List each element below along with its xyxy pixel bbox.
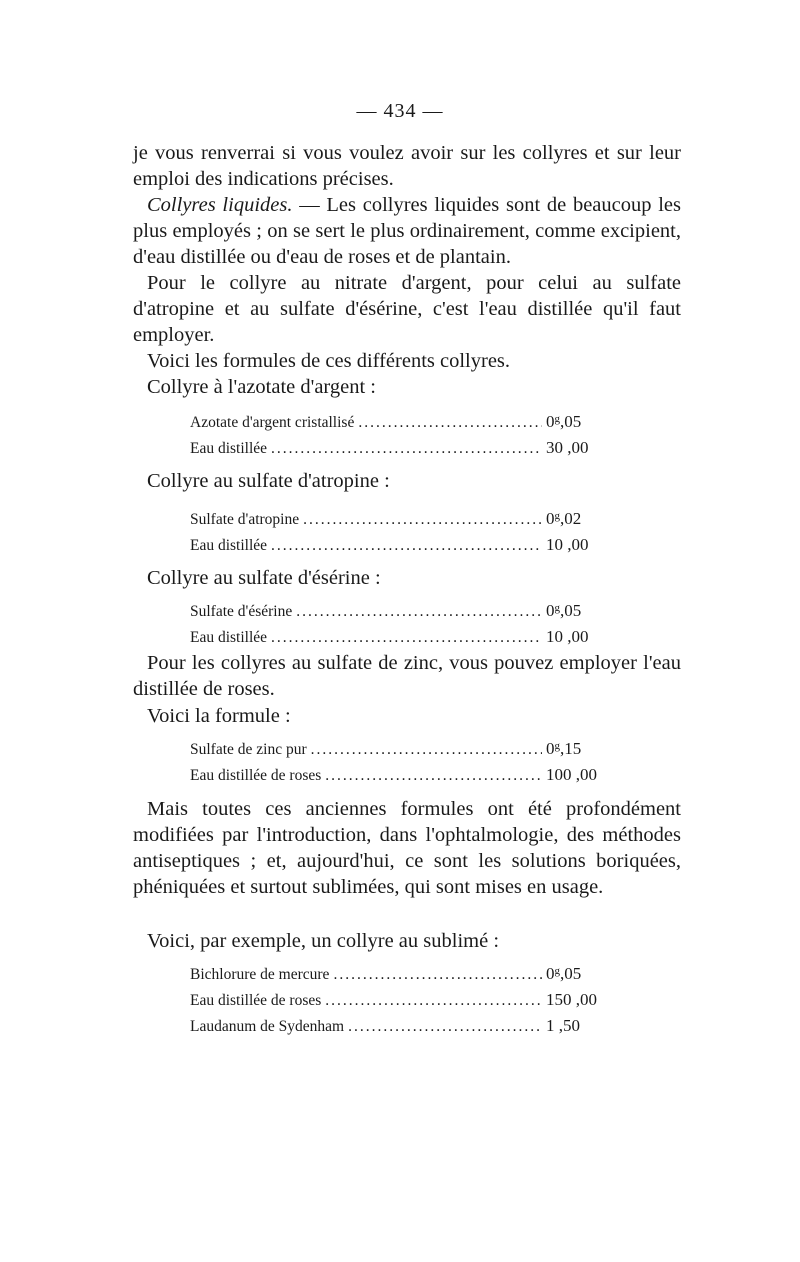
ingredient-quantity [546,986,604,1011]
section-heading: Collyres liquides. [147,194,293,216]
formula-row [190,597,604,623]
quantity-integer: 10 [546,535,563,554]
formula-row [190,408,604,434]
quantity-decimal: ,05 [560,601,582,620]
ingredient-quantity [546,735,604,760]
ingredient-quantity [546,597,604,622]
ingredient-quantity [546,623,604,648]
ingredient-quantity [546,761,604,786]
paragraph-intro: je vous renverrai si vous voulez avoir sur les collyres et sur leur emploi des indications précises. [133,142,681,190]
formula-row [190,735,604,761]
formula-row [190,761,604,787]
quantity-decimal: ,00 [571,765,597,784]
paragraph-voici-sublime: Voici, par exemple, un collyre au sublimé : [147,930,500,952]
quantity-unit: g [554,602,560,614]
quantity-integer: 0 [546,739,555,758]
formula-eserine [190,597,604,649]
leader-dots [296,601,542,623]
ingredient-name: Eau distillée [190,440,268,457]
quantity-decimal: ,00 [563,535,589,554]
quantity-decimal: ,00 [563,438,589,457]
page-number: — 434 — [356,100,444,122]
ingredient-name: Sulfate d'atropine [190,511,300,528]
leader-dots [271,627,542,649]
leader-dots [358,412,542,434]
quantity-decimal: ,00 [563,627,589,646]
quantity-decimal: ,00 [571,990,597,1009]
formula-row [190,505,604,531]
formula-row [190,434,604,460]
leader-dots [348,1016,542,1038]
quantity-integer: 1 [546,1016,555,1035]
quantity-unit: g [554,510,560,522]
paragraph-collyres-liquides [133,192,681,270]
ingredient-name: Azotate d'argent cristallisé [190,414,355,431]
formula-row [190,531,604,557]
formula-azotate [190,408,604,460]
leader-dots [303,509,542,531]
formula-zinc [190,735,604,787]
heading-azotate: Collyre à l'azotate d'argent : [147,376,377,398]
formula-row [190,986,604,1012]
ingredient-quantity [546,505,604,530]
quantity-integer: 10 [546,627,563,646]
leader-dots [271,535,542,557]
ingredient-name: Sulfate d'ésérine [190,603,293,620]
leader-dots [271,438,542,460]
paragraph-voici-formule: Voici la formule : [147,705,291,727]
ingredient-name: Sulfate de zinc pur [190,741,307,758]
quantity-decimal: ,15 [560,739,582,758]
paragraph-voici-formules: Voici les formules de ces différents collyres. [147,350,511,372]
ingredient-quantity [546,1012,604,1037]
ingredient-name: Bichlorure de mercure [190,966,330,983]
leader-dots [325,765,542,787]
formula-row [190,1012,604,1038]
quantity-integer: 0 [546,509,555,528]
heading-eserine: Collyre au sulfate d'ésérine : [147,567,381,589]
quantity-decimal: ,50 [554,1016,580,1035]
quantity-integer: 0 [546,601,555,620]
heading-atropine: Collyre au sulfate d'atropine : [147,470,390,492]
quantity-integer: 100 [546,765,572,784]
ingredient-quantity [546,408,604,433]
leader-dots [311,739,542,761]
ingredient-name: Eau distillée [190,629,268,646]
quantity-unit: g [554,413,560,425]
formula-row [190,623,604,649]
ingredient-quantity [546,531,604,556]
ingredient-quantity [546,434,604,459]
paragraph-mais: Mais toutes ces anciennes formules ont été profondément modifiées par l'introduction, dans l'ophtalmologie, des méthodes antiseptiques ; et, aujourd'hui, ce sont les solutions boriquées, phéniquées et surtout sublimées, qui sont mises en usage. [133,798,681,898]
formula-row [190,960,604,986]
quantity-integer: 150 [546,990,572,1009]
ingredient-name: Eau distillée de roses [190,767,322,784]
paragraph-liquides-body: — Les collyres liquides sont de beaucoup les plus employés ; on se sert le plus ordinairement, comme excipient, d'eau distillée ou d'eau de roses et de plantain. [133,194,681,268]
quantity-unit: g [554,965,560,977]
ingredient-name: Eau distillée de roses [190,992,322,1009]
leader-dots [325,990,542,1012]
quantity-integer: 0 [546,412,555,431]
quantity-integer: 30 [546,438,563,457]
paragraph-zinc: Pour les collyres au sulfate de zinc, vous pouvez employer l'eau distillée de roses. [133,652,681,700]
formula-atropine [190,505,604,557]
quantity-decimal: ,02 [560,509,582,528]
ingredient-name: Eau distillée [190,537,268,554]
quantity-decimal: ,05 [560,964,582,983]
quantity-decimal: ,05 [560,412,582,431]
paragraph-nitrate: Pour le collyre au nitrate d'argent, pour celui au sulfate d'atropine et au sulfate d'ésérine, c'est l'eau distillée qu'il faut employer. [133,272,681,346]
quantity-integer: 0 [546,964,555,983]
quantity-unit: g [554,740,560,752]
leader-dots [333,964,542,986]
ingredient-quantity [546,960,604,985]
ingredient-name: Laudanum de Sydenham [190,1018,345,1035]
formula-sublime [190,960,604,1038]
